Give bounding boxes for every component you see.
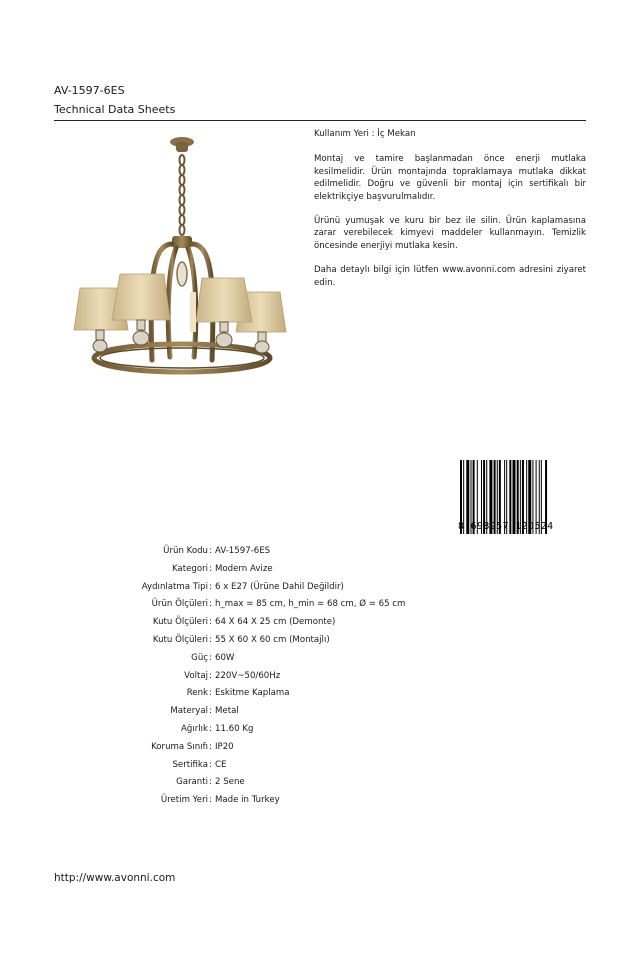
spec-separator: : bbox=[209, 546, 212, 556]
spec-value: 60W bbox=[215, 652, 235, 663]
spec-value: 64 X 64 X 25 cm (Demonte) bbox=[215, 617, 336, 628]
spec-separator: : bbox=[209, 617, 212, 628]
document-header bbox=[54, 84, 586, 121]
spec-table bbox=[0, 543, 640, 810]
spec-row bbox=[0, 668, 640, 686]
spec-separator: : bbox=[209, 634, 212, 645]
spec-row bbox=[0, 703, 640, 721]
spec-value: Eskitme Kaplama bbox=[215, 688, 290, 699]
spec-key: Ağırlık bbox=[180, 723, 208, 734]
spec-key: Kategori bbox=[171, 563, 208, 574]
spec-row bbox=[0, 792, 640, 810]
spec-value: 6 x E27 (Ürüne Dahil Değildir) bbox=[215, 581, 344, 592]
spec-row bbox=[0, 596, 640, 614]
info-paragraph: Daha detaylı bilgi için lütfen www.avonni.com adresini ziyaret edin. bbox=[314, 265, 586, 288]
spec-key: Güç bbox=[191, 652, 208, 663]
spec-separator: : bbox=[209, 795, 212, 806]
spec-separator: : bbox=[209, 706, 212, 717]
product-code-title: AV-1597-6ES bbox=[54, 84, 125, 97]
spec-row bbox=[0, 739, 640, 757]
spec-value: Made in Turkey bbox=[215, 795, 280, 806]
spec-value: 220V~50/60Hz bbox=[215, 670, 281, 681]
spec-key: Koruma Sınıfı bbox=[151, 741, 208, 752]
spec-row bbox=[0, 721, 640, 739]
spec-separator: : bbox=[209, 670, 212, 681]
spec-row bbox=[0, 579, 640, 597]
spec-value: CE bbox=[215, 759, 227, 770]
spec-key: Voltaj bbox=[184, 670, 208, 681]
spec-value: 2 Sene bbox=[215, 777, 245, 788]
spec-separator: : bbox=[209, 759, 212, 770]
barcode-digits: 8 698957 120524 bbox=[458, 521, 554, 532]
spec-key: Materyal bbox=[170, 706, 208, 717]
chandelier-product-image bbox=[72, 132, 292, 377]
footer-website-link[interactable]: http://www.avonni.com bbox=[54, 872, 176, 884]
spec-key: Renk bbox=[186, 688, 208, 699]
spec-row bbox=[0, 685, 640, 703]
spec-value: Modern Avize bbox=[215, 563, 273, 574]
spec-value: 55 X 60 X 60 cm (Montajlı) bbox=[215, 634, 330, 645]
document-subtitle: Technical Data Sheets bbox=[54, 103, 586, 121]
spec-row bbox=[0, 614, 640, 632]
spec-row bbox=[0, 774, 640, 792]
spec-separator: : bbox=[209, 563, 212, 574]
spec-key: Kutu Ölçüleri bbox=[152, 617, 208, 628]
product-description bbox=[314, 128, 586, 301]
spec-row bbox=[0, 632, 640, 650]
spec-row bbox=[0, 757, 640, 775]
spec-separator: : bbox=[209, 723, 212, 734]
spec-row bbox=[0, 561, 640, 579]
cleaning-paragraph: Ürünü yumuşak ve kuru bir bez ile silin. Ürün kaplamasına zarar verebilecek kimyevi maddeler kullanmayın. Temizlik öncesinde enerjiyi mutlaka kesin. bbox=[314, 216, 586, 251]
spec-value: 11.60 Kg bbox=[215, 723, 254, 734]
spec-value: Metal bbox=[215, 706, 239, 717]
spec-key: Ürün Kodu bbox=[163, 546, 208, 556]
spec-separator: : bbox=[209, 777, 212, 788]
spec-value: AV-1597-6ES bbox=[215, 546, 271, 556]
spec-key: Sertifika bbox=[172, 759, 208, 770]
spec-separator: : bbox=[209, 581, 212, 592]
spec-separator: : bbox=[209, 688, 212, 699]
safety-paragraph: Montaj ve tamire başlanmadan önce enerji mutlaka kesilmelidir. Ürün montajında topraklamaya mutlaka dikkat edilmelidir. Doğru ve güvenli bir montaj için sertifikalı bir elektrikçiye başvurulmalıdır. bbox=[314, 154, 586, 202]
spec-row bbox=[0, 650, 640, 668]
spec-key: Kutu Ölçüleri bbox=[152, 634, 208, 645]
spec-separator: : bbox=[209, 741, 212, 752]
usage-location: Kullanım Yeri : İç Mekan bbox=[314, 129, 416, 139]
spec-separator: : bbox=[209, 599, 212, 610]
spec-row bbox=[0, 543, 640, 561]
spec-separator: : bbox=[209, 652, 212, 663]
spec-value: h_max = 85 cm, h_min = 68 cm, Ø = 65 cm bbox=[215, 599, 406, 610]
spec-key: Ürün Ölçüleri bbox=[151, 599, 208, 610]
spec-value: IP20 bbox=[215, 741, 234, 752]
spec-key: Aydınlatma Tipi bbox=[141, 581, 208, 592]
spec-key: Üretim Yeri bbox=[160, 795, 208, 806]
spec-key: Garanti bbox=[176, 777, 208, 788]
